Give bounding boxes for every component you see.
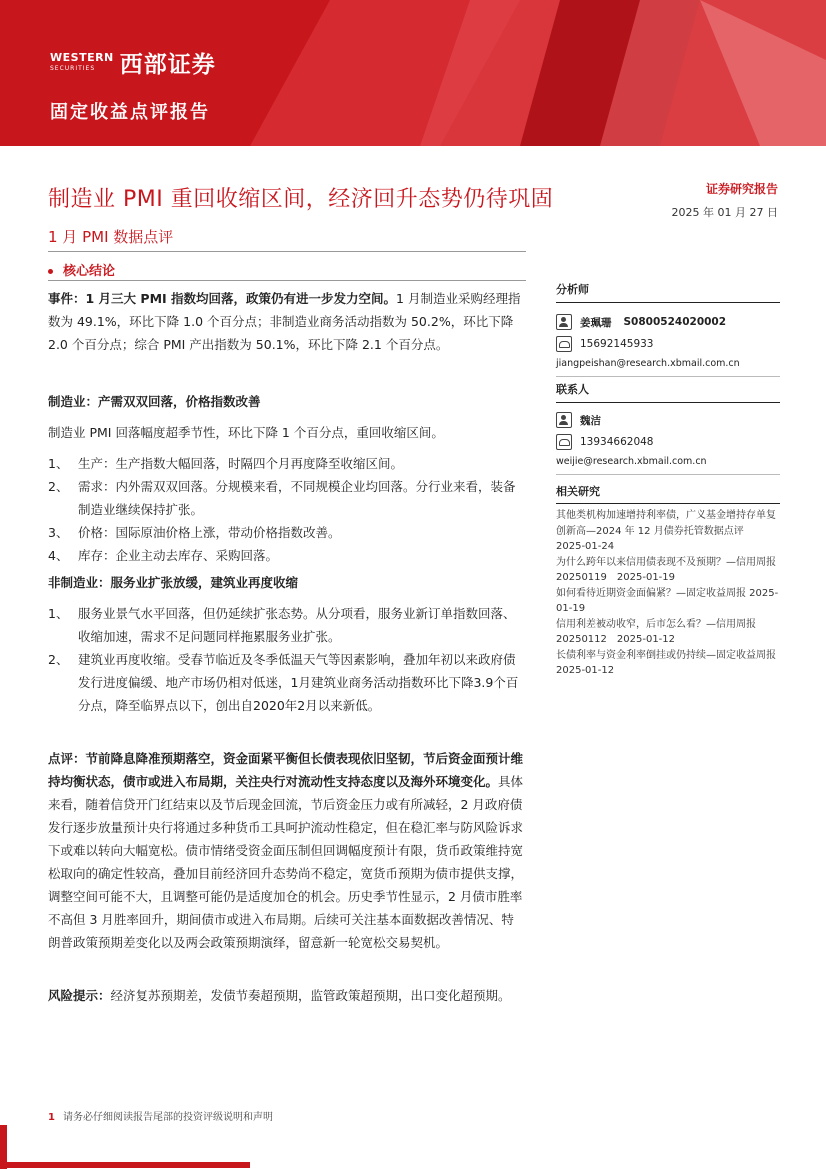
manufacturing-heading: 制造业：产需双双回落，价格指数改善 — [48, 394, 261, 409]
related-list — [556, 508, 786, 679]
core-conclusion-label: 核心结论 — [48, 260, 115, 279]
event-paragraph: 事件：1 月三大 PMI 指数均回落，政策仍有进一步发力空间。1 月制造业采购经理指数为 49.1%，环比下降 1.0 个百分点；非制造业商务活动指数为 50.2%，环比下降 2.0 个百分点；综合 PMI 产出指数为 50.1%，环比下降 2.1 个百分点。 — [48, 291, 521, 352]
related-item[interactable]: 长债利率与资金利率倒挂或仍持续—固定收益周报 2025-01-12 — [556, 649, 786, 676]
comment-paragraph: 点评：节前降息降准预期落空，资金面紧平衡但长债表现依旧坚韧，节后资金面预计维持均衡状态，债市或进入布局期，关注央行对流动性支持态度以及海外环境变化。具体来看，随着信贷开门红结束以及节后现金回流，节后资金压力或有所减轻，2 月政府债发行逐步放量预计央行将通过多种货币工具呵护流动性稳定，但在稳汇率与防风险诉求下或难以转向大幅宽松。债市情绪受资金面压制但回调幅度预计有限，货币政策维持宽松取向的确定性较高，叠加目前经济回升态势尚不稳定，宽货币预期为债市提供支撑，调整空间可能不大，且调整可能仍是适度加仓的机会。历史季节性显示，2 月债市胜率不高但 3 月胜率回升，期间债市或进入布局期。后续可关注基本面数据改善情况、特朗普政策预期差变化以及两会政策预期演绎，留意新一轮宽松交易契机。 — [48, 751, 524, 950]
related-item[interactable]: 其他类机构加速增持利率债，广义基金增持存单复创新高—2024 年 12 月债券托管数据点评 2025-01-24 — [556, 510, 776, 552]
brand-en-sub: SECURITIES — [50, 64, 96, 72]
analyst-phone: 15692145933 — [580, 338, 654, 350]
list-item: 3、 价格：国际原油价格上涨，带动价格指数改善。 — [48, 525, 341, 540]
related-item[interactable]: 如何看待近期资金面偏紧？—固定收益周报 2025-01-19 — [556, 587, 779, 614]
list-item: 4、 库存：企业主动去库存、采购回落。 — [48, 548, 279, 563]
brand-cn: 西部证券 — [119, 52, 216, 78]
header-banner — [0, 0, 826, 146]
list-item: 2、 建筑业再度收缩。受春节临近及冬季低温天气等因素影响，叠加年初以来政府债发行进度偏缓、地产市场仍相对低迷，1月建筑业商务活动指数环比下降3.9个百分点，降至临界点以下，创出自2020年2月以来新低。 — [48, 652, 519, 713]
analyst-email[interactable]: jiangpeishan@research.xbmail.com.cn — [556, 358, 740, 369]
analyst-section — [556, 280, 786, 679]
related-item[interactable]: 为什么跨年以来信用债表现不及预期？—信用周报 20250119 2025-01-19 — [556, 556, 776, 583]
footer — [48, 1108, 273, 1123]
analyst-phone-row — [556, 333, 780, 355]
main-content — [48, 287, 526, 1007]
list-item: 1、 服务业景气水平回落，但仍延续扩张态势。从分项看，服务业新订单指数回落、收缩加速，需求不足问题同样拖累服务业扩张。 — [48, 606, 516, 644]
title-divider — [48, 251, 526, 252]
page-number: 1 — [48, 1112, 55, 1123]
report-type: 固定收益点评报告 — [50, 102, 210, 123]
contact-phone: 13934662048 — [580, 436, 654, 448]
report-date: 2025 年 01 月 27 日 — [671, 206, 778, 219]
contact-row — [556, 409, 780, 431]
nonmanufacturing-list — [48, 602, 526, 717]
core-divider — [48, 280, 526, 281]
related-label: 相关研究 — [556, 485, 600, 498]
report-subtitle: 1 月 PMI 数据点评 — [48, 228, 174, 246]
analyst-name: 姜珮珊 — [580, 316, 612, 329]
risk-paragraph: 风险提示：经济复苏预期差，发债节奏超预期，监管政策超预期，出口变化超预期。 — [48, 988, 511, 1003]
analyst-cert: S0800524020002 — [623, 316, 727, 328]
brand-logo — [50, 46, 216, 79]
manufacturing-intro: 制造业 PMI 回落幅度超季节性，环比下降 1 个百分点，重回收缩区间。 — [48, 425, 444, 440]
analyst-row — [556, 311, 780, 333]
report-title: 制造业 PMI 重回收缩区间，经济回升态势仍待巩固 — [48, 187, 554, 212]
list-item: 1、 生产：生产指数大幅回落，时隔四个月再度降至收缩区间。 — [48, 456, 404, 471]
related-item[interactable]: 信用利差被动收窄，后市怎么看？—信用周报 20250112 2025-01-12 — [556, 618, 756, 645]
footer-accent-line — [0, 1162, 250, 1168]
analyst-label: 分析师 — [556, 283, 589, 296]
contact-label: 联系人 — [556, 383, 589, 396]
user-icon — [556, 412, 572, 428]
manufacturing-list — [48, 452, 526, 567]
phone-icon — [556, 336, 572, 352]
doc-kind: 证券研究报告 — [705, 182, 778, 196]
user-icon — [556, 314, 572, 330]
nonmanufacturing-heading: 非制造业：服务业扩张放缓，建筑业再度收缩 — [48, 575, 299, 590]
contact-phone-row — [556, 431, 780, 453]
contact-email[interactable]: weijie@research.xbmail.com.cn — [556, 456, 707, 467]
brand-en: WESTERN — [50, 50, 114, 64]
footer-disclaimer: 请务必仔细阅读报告尾部的投资评级说明和声明 — [62, 1112, 273, 1123]
contact-name: 魏洁 — [580, 414, 601, 427]
phone-icon — [556, 434, 572, 450]
list-item: 2、 需求：内外需双双回落。分规模来看，不同规模企业均回落。分行业来看，装备制造业继续保持扩张。 — [48, 479, 516, 517]
